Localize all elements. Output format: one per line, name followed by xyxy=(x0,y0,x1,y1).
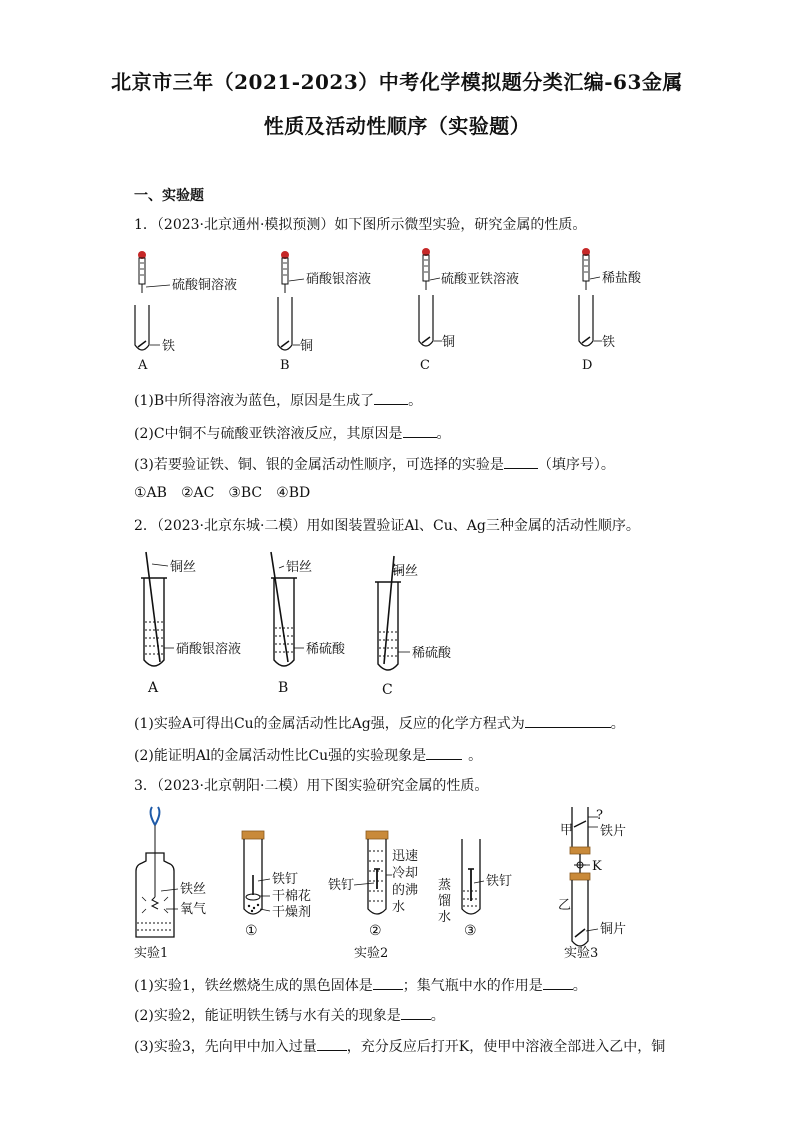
q2-c-solution: 稀硫酸 xyxy=(412,646,452,661)
q3-exp2-t2-water-1: 迅速 xyxy=(392,849,419,864)
q1-sub3 xyxy=(134,454,615,474)
q2-a-label: A xyxy=(148,680,159,696)
q3-exp2-t2-nail: 铁钉 xyxy=(328,878,355,893)
q1-a-metal: 铁 xyxy=(162,339,176,354)
q1-d-metal: 铁 xyxy=(602,335,616,350)
q1-sub2-text: (2)C中铜不与硫酸亚铁溶液反应，其原因是 xyxy=(134,426,403,442)
q2-sub1-end: 。 xyxy=(610,716,625,732)
q3-exp2-tube2 xyxy=(328,831,418,939)
q3-sub1 xyxy=(134,975,587,995)
q2-c-label: C xyxy=(382,682,393,698)
q3-exp2-t2-water-3: 的沸 xyxy=(392,883,419,898)
q1-sub3-end: （填序号）。 xyxy=(537,457,615,473)
q1-c-metal: 铜 xyxy=(442,335,456,350)
section-heading: 一、实验题 xyxy=(134,188,204,204)
answer-blank[interactable] xyxy=(525,714,611,728)
answer-blank[interactable] xyxy=(374,391,408,405)
q2-a-solution: 硝酸银溶液 xyxy=(176,642,242,657)
q1-option-4: ④BD xyxy=(276,485,311,501)
q3-stem: 3．（2023·北京朝阳·二模）用下图实验研究金属的性质。 xyxy=(134,778,489,794)
q3-sub2-end: 。 xyxy=(430,1008,445,1024)
q3-exp2-t1-number: ① xyxy=(245,923,258,939)
q3-sub3-text: (3)实验3，先向甲中加入过量 xyxy=(134,1039,317,1055)
q1-sub2-end: 。 xyxy=(436,426,451,442)
page-title-line1: 北京市三年（2021-2023）中考化学模拟题分类汇编-63金属 xyxy=(111,70,683,94)
q3-sub1-text: (1)实验1，铁丝燃烧生成的黑色固体是 xyxy=(134,978,373,994)
q3-exp1 xyxy=(134,807,206,961)
q1-sub1-end: 。 xyxy=(408,393,423,409)
q2-tube-c xyxy=(375,556,452,698)
q2-sub1-text: (1)实验A可得出Cu的金属活动性比Ag强，反应的化学方程式为 xyxy=(134,716,525,732)
q3-exp3-question: ? xyxy=(596,808,603,823)
tongs-icon xyxy=(151,807,160,825)
q1-c-label: C xyxy=(420,358,430,373)
q1-sub1-text: (1)B中所得溶液为蓝色，原因是生成了 xyxy=(134,393,375,409)
q3-exp3-iron: 铁片 xyxy=(600,824,627,839)
q1-tube-a xyxy=(135,251,237,373)
q1-tube-c xyxy=(419,248,519,373)
q1-tube-b xyxy=(278,251,371,373)
q1-options xyxy=(134,485,324,501)
answer-blank[interactable] xyxy=(373,976,403,990)
q1-sub2 xyxy=(134,423,451,443)
q3-sub3 xyxy=(134,1036,665,1056)
answer-blank[interactable] xyxy=(504,455,538,469)
q3-exp2-caption: 实验2 xyxy=(354,946,389,961)
q3-exp2-t2-number: ② xyxy=(369,923,382,939)
q3-figure xyxy=(128,805,668,963)
q3-exp3-upper: 甲 xyxy=(560,823,574,838)
q3-exp2-t1-desiccant: 干燥剂 xyxy=(272,905,312,920)
q3-exp2-t3-number: ③ xyxy=(464,923,477,939)
q1-option-3: ③BC xyxy=(228,485,263,501)
q1-b-metal: 铜 xyxy=(300,339,314,354)
answer-blank[interactable] xyxy=(317,1037,347,1051)
q1-a-solution: 硫酸铜溶液 xyxy=(172,278,238,293)
q2-tube-a xyxy=(141,552,241,696)
q3-sub2 xyxy=(134,1005,445,1025)
q2-b-label: B xyxy=(278,680,289,696)
q2-tube-b xyxy=(271,552,346,696)
q3-exp1-caption: 实验1 xyxy=(134,946,169,961)
page-title-line2: 性质及活动性顺序（实验题） xyxy=(263,114,531,138)
q3-exp3-copper: 铜片 xyxy=(600,922,627,937)
q3-exp2-t1-cotton: 干棉花 xyxy=(272,889,312,904)
q1-option-1: ①AB xyxy=(134,485,167,501)
q1-figure xyxy=(120,245,680,375)
q2-figure xyxy=(130,552,470,700)
q2-a-wire: 铜丝 xyxy=(170,560,197,575)
q1-option-2: ②AC xyxy=(180,485,215,501)
q3-exp3 xyxy=(558,807,626,961)
q1-b-label: B xyxy=(280,358,290,373)
q1-d-solution: 稀盐酸 xyxy=(602,271,642,286)
q3-exp2-t3-nail: 铁钉 xyxy=(486,874,513,889)
q2-c-wire: 铜丝 xyxy=(392,564,419,579)
q1-a-label: A xyxy=(138,358,148,373)
q1-sub3-text: (3)若要验证铁、铜、银的金属活动性顺序，可选择的实验是 xyxy=(134,457,504,473)
q3-exp1-wire: 铁丝 xyxy=(180,882,207,897)
q2-sub1 xyxy=(134,713,625,733)
q3-exp2-t2-water-4: 水 xyxy=(392,900,406,915)
q3-sub2-text: (2)实验2，能证明铁生锈与水有关的现象是 xyxy=(134,1008,401,1024)
q1-d-label: D xyxy=(582,358,593,373)
q3-exp2-tube3 xyxy=(354,839,512,961)
q3-exp1-gas: 氧气 xyxy=(180,902,207,917)
q2-b-wire: 铝丝 xyxy=(286,560,313,575)
q3-exp2-t3-water-1: 蒸 xyxy=(438,878,452,893)
q3-exp2-t3-water-3: 水 xyxy=(438,910,452,925)
q3-sub3-end: ，充分反应后打开K，使甲中溶液全部进入乙中，铜 xyxy=(346,1039,666,1055)
q3-sub1-end: 。 xyxy=(572,978,587,994)
q2-stem: 2．（2023·北京东城·二模）用如图装置验证Al、Cu、Ag三种金属的活动性顺序。 xyxy=(134,518,640,534)
q3-exp3-lower: 乙 xyxy=(558,898,572,913)
q1-b-solution: 硝酸银溶液 xyxy=(306,272,372,287)
q3-exp2-t3-water-2: 馏 xyxy=(438,894,452,909)
q1-tube-d xyxy=(579,248,642,373)
answer-blank[interactable] xyxy=(543,976,573,990)
q3-exp2-tube1 xyxy=(242,831,311,939)
q3-exp2-t2-water-2: 冷却 xyxy=(392,866,419,881)
q1-c-solution: 硫酸亚铁溶液 xyxy=(441,272,520,287)
q2-sub2-text: (2)能证明Al的金属活动性比Cu强的实验现象是 xyxy=(134,748,427,764)
q2-sub2-end: 。 xyxy=(468,748,483,764)
q3-exp2-t1-nail: 铁钉 xyxy=(272,872,299,887)
q1-stem: 1．（2023·北京通州·模拟预测）如下图所示微型实验，研究金属的性质。 xyxy=(134,217,587,233)
answer-blank[interactable] xyxy=(426,746,462,760)
q3-sub1-mid: ；集气瓶中水的作用是 xyxy=(402,978,543,994)
q3-exp3-caption: 实验3 xyxy=(564,946,599,961)
q3-exp3-valve: K xyxy=(592,859,602,874)
q1-sub1 xyxy=(134,390,422,410)
answer-blank[interactable] xyxy=(403,424,437,438)
q2-sub2 xyxy=(134,745,482,765)
answer-blank[interactable] xyxy=(401,1006,431,1020)
q2-b-solution: 稀硫酸 xyxy=(306,642,346,657)
